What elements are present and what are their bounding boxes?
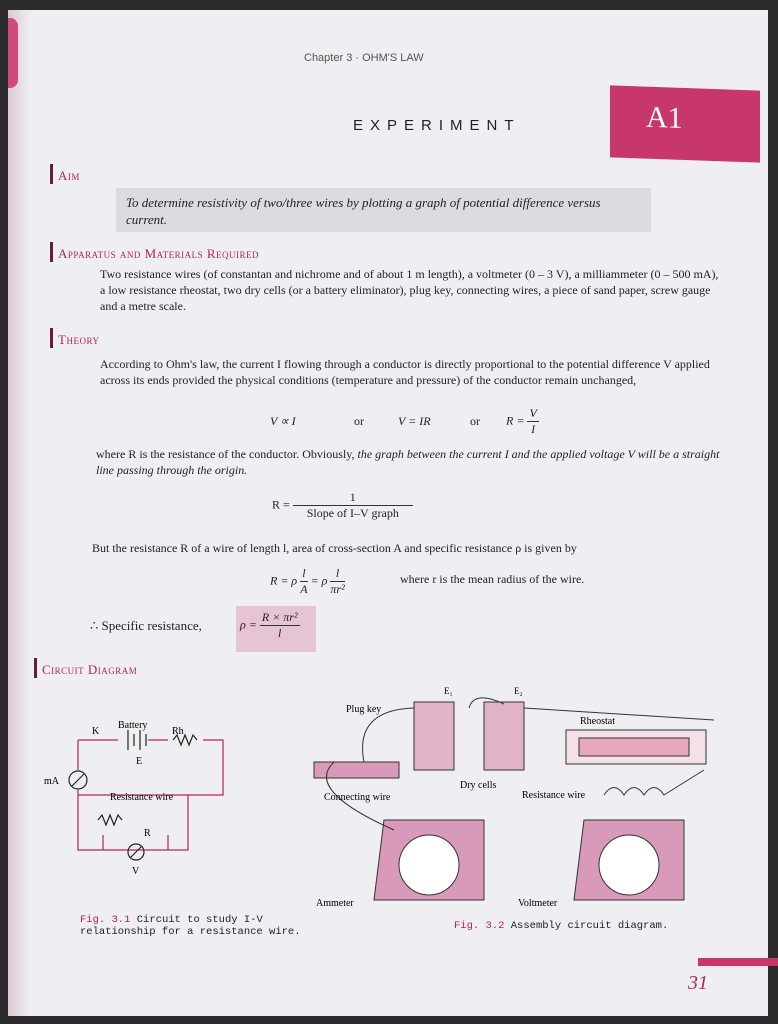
page-number-block bbox=[648, 958, 778, 1004]
label-rheostat: Rheostat bbox=[580, 716, 615, 727]
circuit-schematic bbox=[44, 700, 258, 880]
fig1-caption bbox=[80, 914, 320, 938]
experiment-label: EXPERIMENT bbox=[353, 117, 521, 134]
eq-slope-lhs: R = bbox=[272, 497, 290, 512]
running-header: Chapter 3 · OHM'S LAW bbox=[304, 52, 424, 64]
label-e1: E₁ bbox=[444, 686, 453, 696]
label-battery: Battery bbox=[118, 720, 148, 731]
eq4-den: l bbox=[278, 626, 282, 640]
circuit-heading: Circuit Diagram bbox=[34, 662, 137, 678]
chapter-label: Chapter 3 bbox=[304, 52, 353, 64]
eq3-den2: πr² bbox=[330, 582, 345, 596]
page-binding bbox=[8, 10, 30, 1016]
apparatus-text: Two resistance wires (of constantan and nichrome and of about 1 m length), a voltmeter (0 – 3 V), a milliammeter (0 – 500 mA), a low resistance rheostat, two dry cells (or a battery eliminator), plug key, connecting wires, a piece of sand paper, screw gauge and a metre scale. bbox=[100, 267, 719, 313]
label-e: E bbox=[136, 756, 143, 767]
label-r: R bbox=[144, 828, 151, 839]
equation-specific-resistance bbox=[240, 610, 300, 641]
chapter-title: OHM'S LAW bbox=[362, 52, 424, 64]
eq-r-den: I bbox=[531, 422, 536, 436]
theory-p2-italic: the graph between the current I and the applied voltage V will be a straight line passing through the origin. bbox=[96, 447, 720, 477]
aim-text: To determine resistivity of two/three wires by plotting a graph of potential difference versus current. bbox=[116, 188, 651, 232]
label-resistance-wire-2: Resistance wire bbox=[522, 790, 586, 801]
page-number: 31 bbox=[688, 972, 708, 994]
eq3-note: where r is the mean radius of the wire. bbox=[400, 572, 585, 586]
experiment-code: A1 bbox=[646, 100, 683, 135]
eq3-num2: l bbox=[330, 566, 344, 582]
eq4-lhs: ρ = bbox=[240, 617, 257, 632]
fig2-text: Assembly circuit diagram. bbox=[510, 920, 669, 932]
equation-resistance bbox=[506, 406, 539, 437]
eq-slope-num: 1 bbox=[293, 490, 413, 506]
label-k: K bbox=[92, 726, 100, 737]
theory-paragraph-2 bbox=[96, 446, 720, 478]
equation-slope bbox=[272, 490, 413, 521]
fig1-number: Fig. 3.1 bbox=[80, 914, 131, 926]
equation-proportional: V ∝ I bbox=[270, 414, 296, 428]
eq-r-num: V bbox=[529, 406, 537, 420]
theory-paragraph-1: According to Ohm's law, the current I flowing through a conductor is directly proportional to the potential difference V applied across its ends provided the physical conditions (temperature and pressure) of the conductor remain unchanged, bbox=[100, 357, 710, 387]
or-text-2: or bbox=[470, 414, 480, 428]
specific-resistance-label: ∴ Specific resistance, bbox=[90, 618, 202, 633]
label-dry-cells: Dry cells bbox=[460, 780, 497, 791]
fig2-number: Fig. 3.2 bbox=[454, 920, 505, 932]
fig1-text: Circuit to study I-V relationship for a resistance wire. bbox=[80, 914, 301, 938]
eq3-num1: l bbox=[302, 566, 306, 580]
textbook-page bbox=[8, 10, 768, 1016]
label-rh: Rh bbox=[172, 726, 184, 737]
eq4-num: R × πr² bbox=[261, 610, 298, 624]
label-ammeter: Ammeter bbox=[316, 898, 354, 909]
theory-p2-plain: where R is the resistance of the conductor. Obviously, bbox=[96, 447, 355, 461]
label-voltmeter: Voltmeter bbox=[518, 898, 558, 909]
experiment-code-banner bbox=[610, 85, 760, 162]
label-e2: E₂ bbox=[514, 686, 523, 696]
label-ma: mA bbox=[44, 776, 59, 787]
label-connecting-wire: Connecting wire bbox=[324, 792, 391, 803]
apparatus-heading: Apparatus and Materials Required bbox=[50, 246, 259, 262]
equation-ohm: V = IR bbox=[398, 414, 431, 428]
binding-tab bbox=[8, 18, 18, 88]
label-v: V bbox=[132, 866, 140, 877]
eq-slope-den: Slope of I–V graph bbox=[306, 506, 399, 520]
theory-paragraph-3: But the resistance R of a wire of length l, area of cross-section A and specific resistance ρ is given by bbox=[92, 541, 577, 555]
fig2-caption bbox=[454, 920, 668, 932]
theory-heading: Theory bbox=[50, 332, 99, 348]
eq3-den1: A bbox=[300, 582, 308, 596]
aim-heading: Aim bbox=[50, 168, 80, 184]
eq-r-lhs: R = bbox=[506, 413, 525, 428]
eq3-lhs: R = ρ bbox=[270, 573, 298, 588]
assembly-illustration bbox=[304, 680, 724, 910]
eq3-mid: = ρ bbox=[310, 573, 328, 588]
label-resistance-wire: Resistance wire bbox=[110, 792, 174, 803]
page-number-band bbox=[698, 958, 778, 966]
equation-resistivity bbox=[270, 566, 345, 597]
label-plug-key: Plug key bbox=[346, 704, 382, 715]
or-text-1: or bbox=[354, 414, 364, 428]
